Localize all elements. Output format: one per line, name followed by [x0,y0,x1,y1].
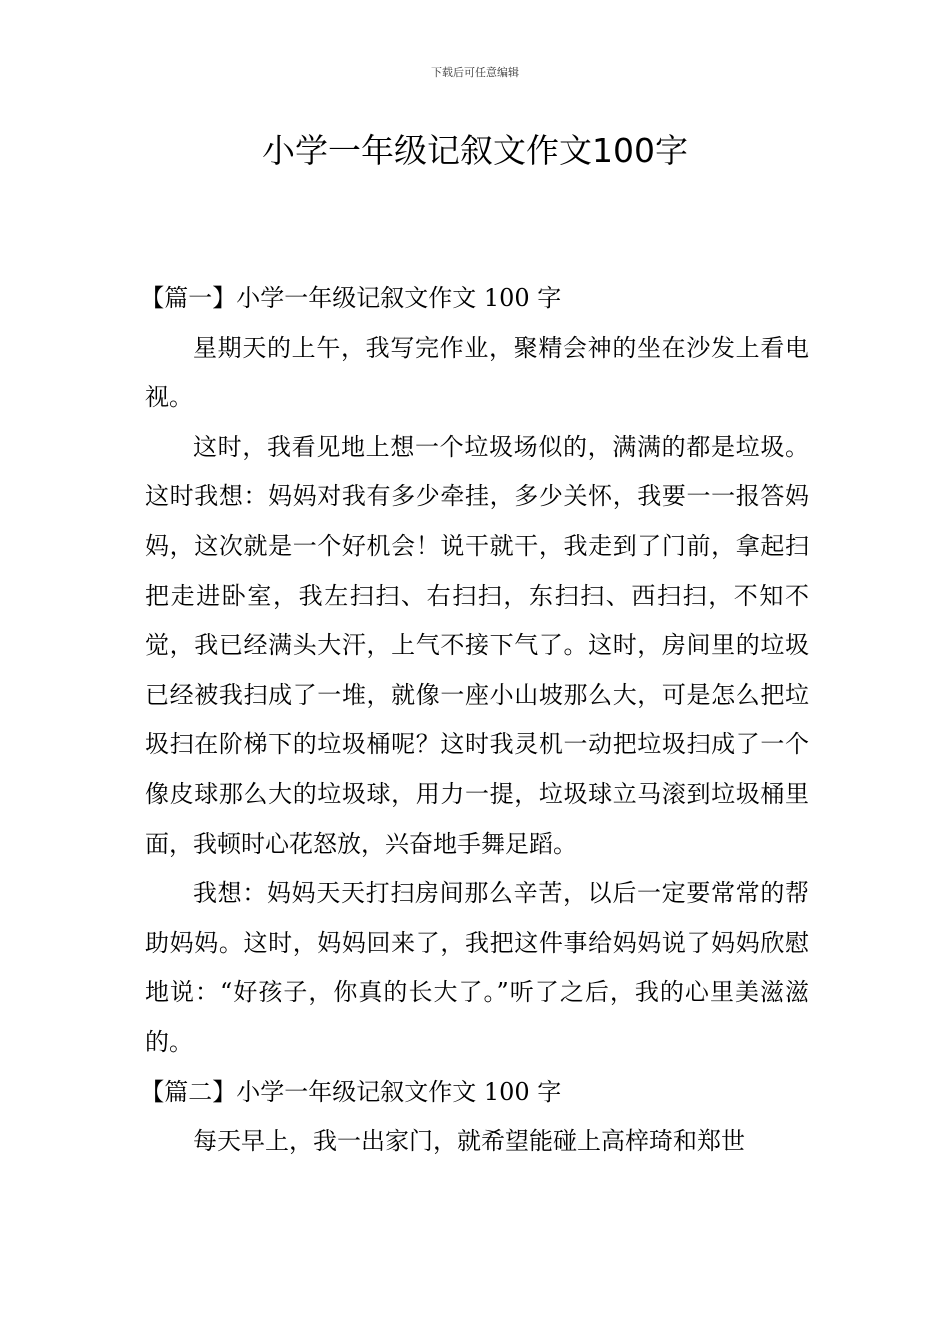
section-heading-2: 【篇二】小学一年级记叙文作文 100 字 [140,1077,562,1106]
page-title: 小学一年级记叙文作文100字 [262,131,688,170]
paragraph: 星期天的上午，我写完作业，聚精会神的坐在沙发上看电视。 [145,333,809,412]
document-body [140,274,809,1167]
paragraph: 这时，我看见地上想一个垃圾场似的，满满的都是垃圾。这时我想：妈妈对我有多少牵挂，多少关怀，我要一一报答妈妈，这次就是一个好机会！说干就干，我走到了门前，拿起扫把走进卧室，我左扫扫、右扫扫，东扫扫、西扫扫，不知不觉，我已经满头大汗，上气不接下气了。这时，房间里的垃圾已经被我扫成了一堆，就像一座小山坡那么大，可是怎么把垃圾扫在阶梯下的垃圾桶呢？这时我灵机一动把垃圾扫成了一个像皮球那么大的垃圾球，用力一提，垃圾球立马滚到垃圾桶里面，我顿时心花怒放，兴奋地手舞足蹈。 [145,432,809,858]
header-note: 下载后可任意编辑 [431,66,519,79]
section-heading-1: 【篇一】小学一年级记叙文作文 100 字 [140,284,562,312]
paragraph: 每天早上，我一出家门，就希望能碰上高梓琦和郑世 [193,1127,745,1156]
paragraph: 我想：妈妈天天打扫房间那么辛苦，以后一定要常常的帮助妈妈。这时，妈妈回来了，我把这件事给妈妈说了妈妈欣慰地说：“好孩子，你真的长大了。”听了之后，我的心里美滋滋的。 [145,879,809,1056]
